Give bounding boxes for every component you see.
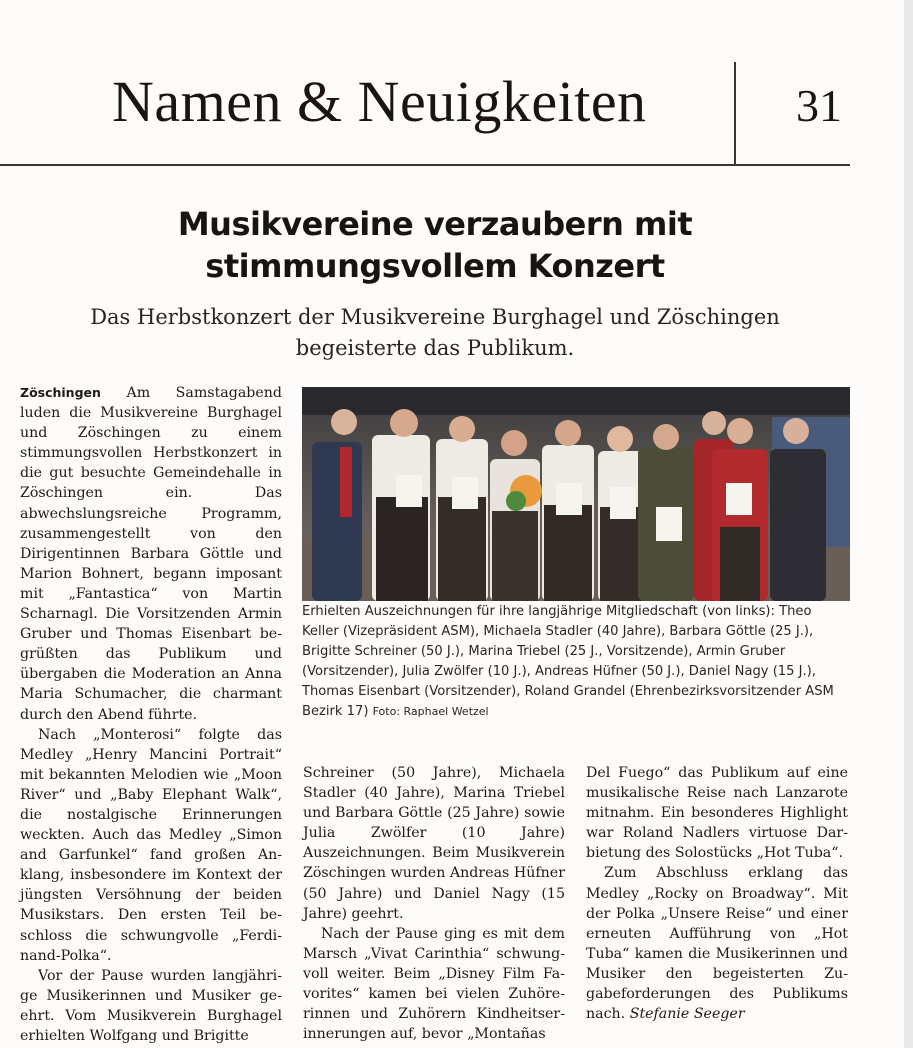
paragraph-7 [586,863,848,1024]
headline-line-1: Musikvereine verzaubern mit [177,205,693,243]
text-column-2 [303,763,565,1044]
group-photo [302,387,850,601]
text-column-1 [20,383,282,1046]
dateline: Zöschingen [20,385,101,400]
header-divider [734,62,736,166]
photo-caption [302,602,850,722]
article-subheadline: Das Herbstkonzert der Musikvereine Burghagel und Zöschingen begeisterte das Publikum. [90,305,780,360]
paragraph-4: Schreiner (50 Jahre), Michaela Stadler (40 Jahre), Marina Triebel und Barbara Göttle (25 Jahre) sowie Julia Zwölfer (10 Jahre) Auszeichnungen. Beim Musikverein Zöschingen wurden Andreas Hüfner (50 Jahre) und Daniel Nagy (15 Jahre) geehrt. [303,765,565,922]
header-rule [0,164,850,166]
paragraph-1 [20,383,282,725]
page-edge [904,0,913,1048]
paragraph-5: Nach der Pause ging es mit dem Marsch „Vivat Carinthia“ schwungvoll weiter. Beim „Disney Film Favorites“ kamen bei vielen Zuhörerinnen und Zuhörern Kindheitserinnerungen auf, bevor „Montañas [303,925,565,1043]
text-column-3 [586,763,848,1024]
photo-credit: Foto: Raphael Wetzel [372,705,489,718]
headline-line-2: stimmungsvollem Konzert [205,247,665,285]
paragraph-7-text: Zum Abschluss erklang das Medley „Rocky on Broadway“. Mit der Polka „Unsere Reise“ und einer erneuten Aufführung von „Hot Tuba“ kamen die Musikerinnen und Musiker den begeisterten Zugabeforderungen des Publikums nach. [586,865,848,1023]
paragraph-3: Vor der Pause wurden langjährige Musikerinnen und Musiker geehrt. Vom Musikverein Burghagel erhielten Wolfgang und Brigitte [20,967,282,1044]
author-name: Stefanie Seeger [629,1006,745,1023]
page-number: 31 [796,80,842,131]
article-headline [60,203,810,287]
paragraph-2: Nach „Monterosi“ folgte das Medley „Henry Mancini Portrait“ mit bekannten Melodien wie „Moon River“ und „Baby Elephant Walk“, die nostalgische Erinnerungen weckten. Auch das Medley „Simon and Garfunkel“ fand großen Anklang, insbesondere im Kontext der jüngsten Versöhnung der beiden Musikstars. Den ersten Teil beschloss die schwungvolle „Ferdinand-Polka“. [20,726,282,964]
paragraph-6: Del Fuego“ das Publikum auf eine musikalische Reise nach Lanzarote mitnahm. Ein besonderes Highlight war Roland Nadlers virtuose Darbietung des Solostücks „Hot Tuba“. [586,765,848,862]
caption-text: Erhielten Auszeichnungen für ihre langjährige Mitgliedschaft (von links): Theo Keller (Vizepräsident ASM), Michaela Stadler (40 Jahre), Barbara Göttle (25 J.), Brigitte Schreiner (50 J.), Marina Triebel (25 J., Vorsitzende), Armin Gruber (Vorsitzender), Julia Zwölfer (10 J.), Andreas Hüfner (50 J.), Daniel Nagy (15 J.), Thomas Eisenbart (Vorsitzender), Roland Grandel (Ehrenbezirksvorsitzender ASM Bezirk 17) [302,604,834,719]
paragraph-1-text: Am Samstagabend luden die Musikvereine Burghagel und Zöschingen zu einem stimmungsvollen Herbstkonzert in die gut besuchte Gemeindehalle in Zöschingen ein. Das abwechslungsreiche Programm, zusammengestellt von den Dirigentinnen Barbara Göttle und Marion Bohnert, begann imposant mit „Fantastica“ von Martin Scharnagl. Die Vorsitzenden Armin Gruber und Thomas Eisenbart begrüßten das Publikum und übergaben die Moderation an Anna Maria Schumacher, die charmant durch den Abend führte. [20,385,282,723]
people-silhouettes [312,409,826,601]
section-title: Namen & Neuigkeiten [112,69,647,134]
